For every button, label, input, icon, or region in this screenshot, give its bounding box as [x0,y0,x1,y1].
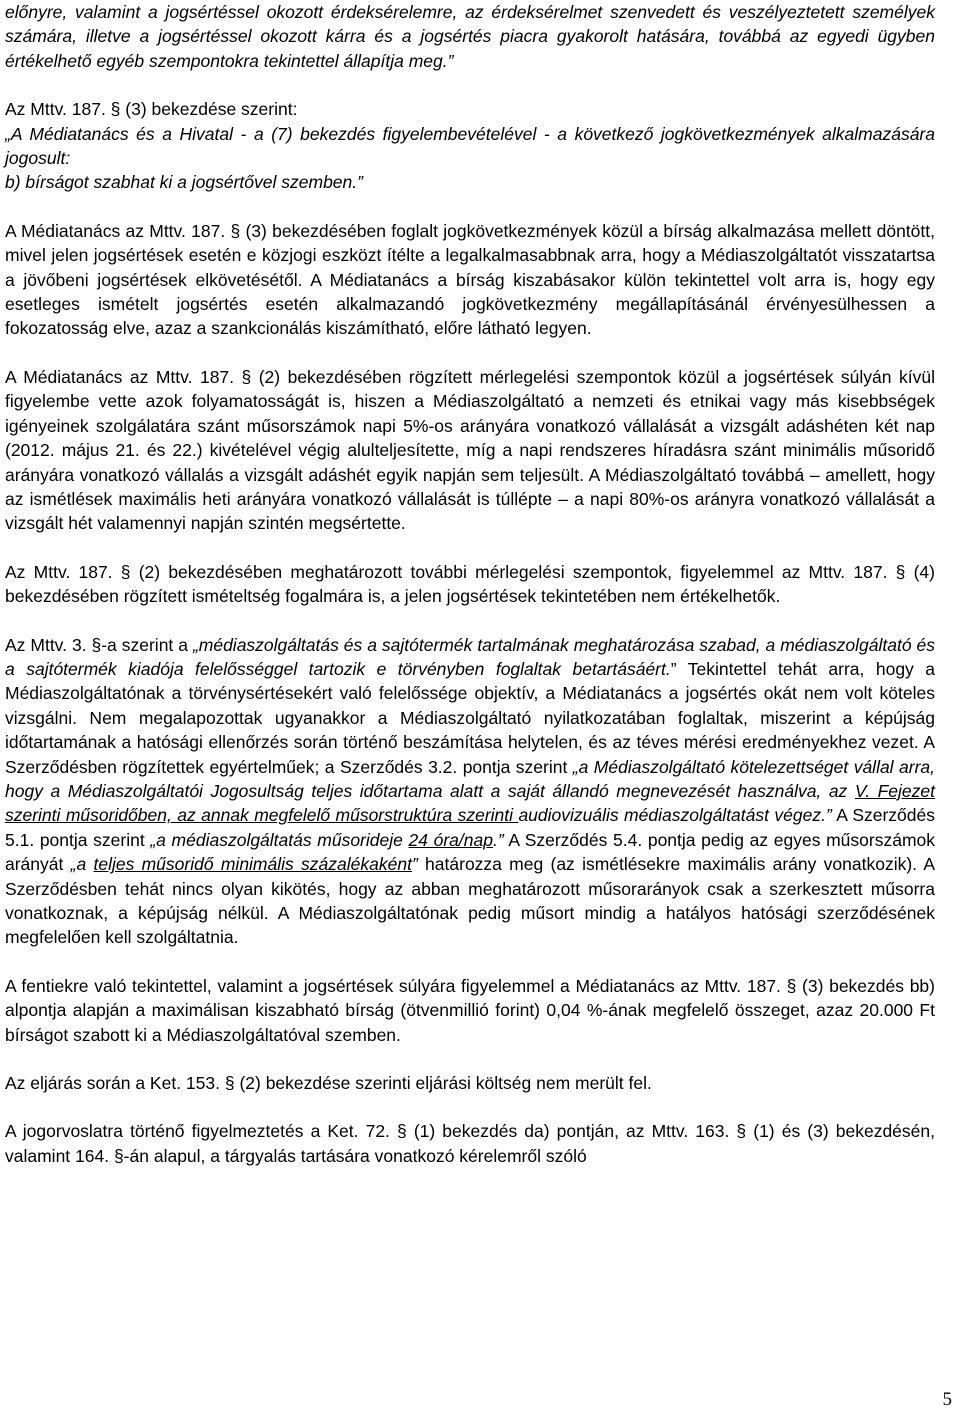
paragraph-fine-criteria-end: előnyre, valamint a jogsértéssel okozott érdeksérelemre, az érdeksérelmet szenvedett és veszélyeztetett személyek számára, illetve a jogsértéssel okozott kárra és a jogsértés piacra gyakorolt hatására, továbbá az egyedi ügyben értékelhető egyéb szempontokra tekintettel állapítja meg.” [5,2,935,71]
quote-contract-5-1-underlined: 24 óra/nap [408,829,493,850]
paragraph-weighing-criteria: A Médiatanács az Mttv. 187. § (2) bekezdésében rögzített mérlegelési szempontok közül a jogsértések súlyán kívül figyelembe vette azok folyamatosságát is, hiszen a Médiaszolgáltató a nemzeti és etnikai vagy más kisebbségek igényeinek szolgálatára szánt műsorszámok napi 5%-os arányára vonatkozó vállalását a vizsgált adáshéten két nap (2012. május 21. és 22.) kivételével végig alulteljesítette, míg a napi rendszeres híradásra szánt minimális műsoridő arányára vonatkozó vállalás a vizsgált adáshét egyik napján sem teljesült. A Médiaszolgáltató továbbá – amellett, hogy az ismétlések maximális heti arányára vonatkozó vállalását is túllépte – a napi 80%-os arányra vonatkozó vállalását a vizsgált hét valamennyi napján szintén megsértette. [5,366,935,534]
paragraph-mttv-187-3-intro: Az Mttv. 187. § (3) bekezdése szerint: [5,99,298,120]
paragraph-legal-remedy: A jogorvoslatra történő figyelmeztetés a Ket. 72. § (1) bekezdés da) pontján, az Mttv. 163. § (1) és (3) bekezdésén, valamint 164. §-án alapul, a tárgyalás tartására vonatkozó kérelemről szóló [5,1121,935,1166]
quote-contract-3-2-end: audiovizuális médiaszolgáltatást végez.” [518,805,832,826]
quote-mttv-3: „médiaszolgáltatás és a sajtótermék tartalmának meghatározása szabad, a médiaszolgáltató és a sajtótermék kiadója felelősséggel tartozik e törvényben foglaltak betartásáért. [5,634,935,679]
quote-mttv-187-3-b: b) bírságot szabhat ki a jogsértővel szemben.” [5,172,363,193]
text-span: határozza meg (az ismétlésekre maximális arány vonatkozik). A Szerződésben tehát nincs olyan kikötés, hogy az abban meghatározott műsorarányok csak a szerkesztett műsorra vonatkoznak, a képújság nélkül. A Médiaszolgáltatónak pedig műsort mindig a hatályos hatósági szerződésének megfelelően kell szolgáltatnia. [5,854,936,948]
paragraph-procedure-costs: Az eljárás során a Ket. 153. § (2) bekezdése szerinti eljárási költség nem merült fel. [5,1073,652,1094]
quote-contract-3-2: „a Médiaszolgáltató kötelezettséget vállal arra, hogy a Médiaszolgáltatói Jogosultság teljes időtartama alatt a saját állandó megnevezését használva, az [5,756,935,801]
paragraph-further-criteria: Az Mttv. 187. § (2) bekezdésében meghatározott további mérlegelési szempontok, figyelemmel az Mttv. 187. § (4) bekezdésében rögzített ismételtség fogalmára is, a jelen jogsértések tekintetében nem értékelhetők. [5,561,935,607]
quote-contract-5-4-end: ” [411,854,418,875]
text-span: Az Mttv. 3. §-a szerint a [5,634,193,655]
paragraph-mttv-3-liability [5,633,935,950]
quote-contract-5-1: „a médiaszolgáltatás műsorideje [150,829,409,850]
text-span: A Szerződés 5.1. pontja szerint [5,805,936,850]
page-number: 5 [942,1389,952,1410]
text-span: ” Tekintettel tehát arra, hogy a Médiaszolgáltatónak a törvénysértésekért való felelőssége objektív, a Médiatanács a jogsértés okát nem volt köteles vizsgálni. Nem megalapozottak ugyanakkor a Médiaszolgáltató nyilatkozatában foglaltak, miszerint a képújság időtartamának a hatósági ellenőrzés során történő beszámítása helytelen, és az téves mérési eredményekhez vezet. A Szerződésben rögzítettek egyértelműek; a Szerződés 3.2. pontja szerint [5,658,936,777]
quote-contract-5-4-underlined: teljes műsoridő minimális százalékaként [93,854,412,875]
text-span: A Szerződés 5.4. pontja pedig az egyes műsorszámok arányát [5,829,935,875]
paragraph-fine-decision: A Médiatanács az Mttv. 187. § (3) bekezdésében foglalt jogkövetkezmények közül a bírság alkalmazása mellett döntött, mivel jelen jogsértések esetén e közjogi eszközt ítélte a legalkalmasabbnak arra, hogy a Médiaszolgáltatót visszatartsa a jövőbeni jogsértések elkövetésétől. A Médiatanács a bírság kiszabásakor külön tekintettel volt arra is, hogy egy esetleges ismételt jogsértés esetén alkalmazandó jogkövetkezmény megállapításánál érvényesülhessen a fokozatosság elve, azaz a szankcionálás kiszámítható, előre látható legyen. [5,220,935,339]
quote-mttv-187-3: „A Médiatanács és a Hivatal - a (7) bekezdés figyelembevételével - a következő jogkövetkezmények alkalmazására jogosult: [5,123,935,169]
document-page [5,0,935,1168]
quote-contract-5-1-end: .” [492,829,504,850]
paragraph-fine-amount: A fentiekre való tekintettel, valamint a jogsértések súlyára figyelemmel a Médiatanács az Mttv. 187. § (3) bekezdés bb) alpontja alapján a maximálisan kiszabható bírság (ötvenmillió forint) 0,04 %-ának megfelelő összeget, azaz 20.000 Ft bírságot szabott ki a Médiaszolgáltatóval szemben. [5,975,935,1045]
quote-contract-5-4: „a [70,854,94,875]
quote-contract-3-2-underlined: V. Fejezet szerinti műsoridőben, az annak megfelelő műsorstruktúra szerinti [5,780,935,826]
